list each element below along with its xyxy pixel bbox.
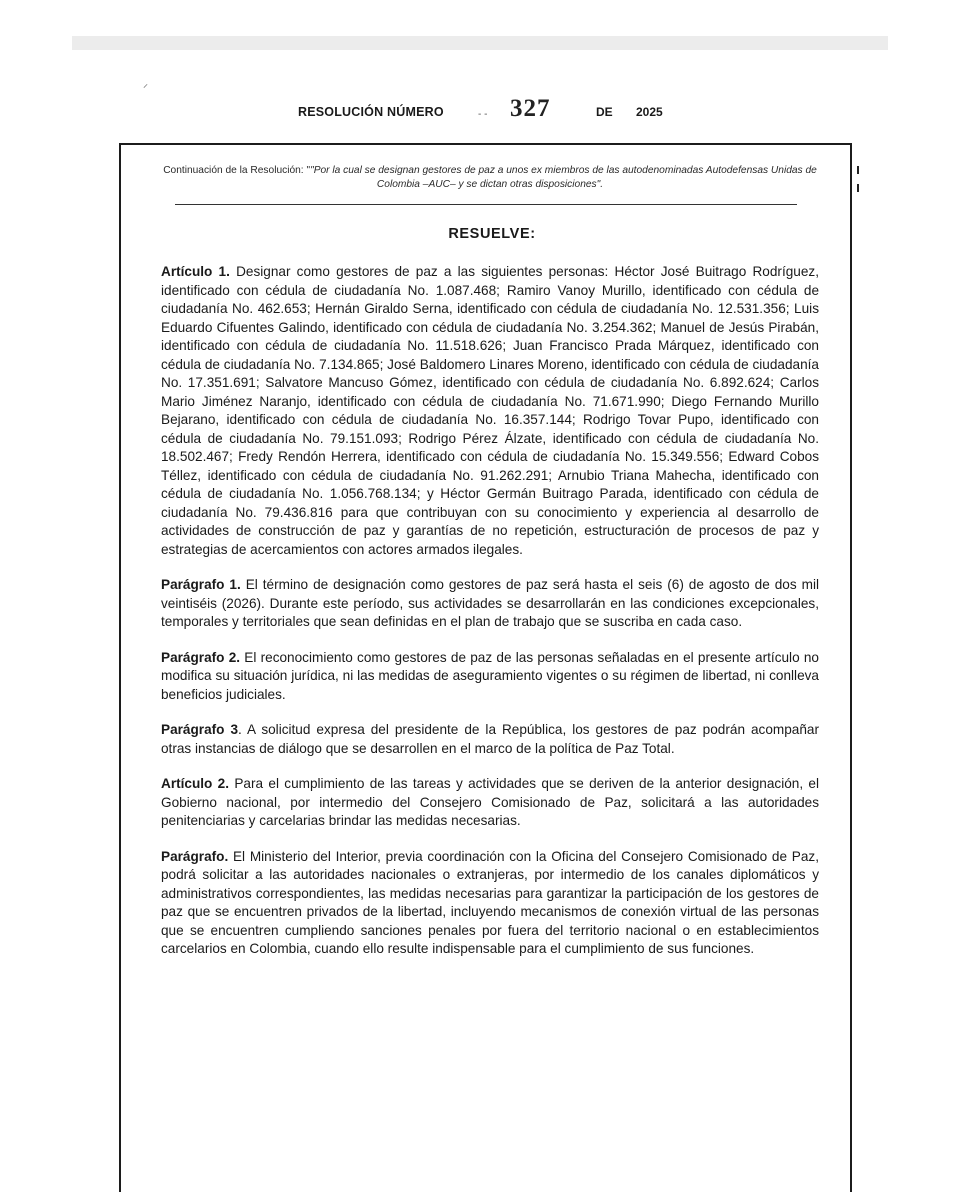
resuelve-heading: RESUELVE: bbox=[448, 226, 536, 242]
resolution-body bbox=[161, 263, 819, 976]
paragrafo-2 bbox=[161, 649, 819, 705]
continuation-prefix: Continuación de la Resolución: " bbox=[163, 165, 311, 176]
resolution-label: RESOLUCIÓN NÚMERO bbox=[298, 105, 444, 119]
section-text: El término de designación como gestores de paz será hasta el seis (6) de agosto de dos mil veintiséis (2026). Durante este período, sus actividades se desarrollarán en las condiciones excepcionales, temporales y territoriales que sean definidas en el plan de trabajo que se suscriba en cada caso. bbox=[161, 577, 819, 629]
section-text: Designar como gestores de paz a las siguientes personas: Héctor José Buitrago Rodríguez, identificado con cédula de ciudadanía No. 1.087.468; Ramiro Vanoy Murillo, identificado con cédula de ciudadanía No. 462.653; Hernán Giraldo Serna, identificado con cédula de ciudadanía No. 12.531.356; Luis Eduardo Cifuentes Galindo, identificado con cédula de ciudadanía No. 3.254.362; Manuel de Jesús Pirabán, identificado con cédula de ciudadanía No. 11.518.626; Juan Francisco Prada Márquez, identificado con cédula de ciudadanía No. 7.134.865; José Baldomero Linares Moreno, identificado con cédula de ciudadanía No. 17.351.691; Salvatore Mancuso Gómez, identificado con cédula de ciudadanía No. 6.892.624; Carlos Mario Jiménez Naranjo, identificado con cédula de ciudadanía No. 71.671.990; Diego Fernando Murillo Bejarano, identificado con cédula de ciudadanía No. 16.357.144; Rodrigo Tovar Pupo, identificado con cédula de ciudadanía No. 79.151.093; Rodrigo Pérez Álzate, identificado con cédula de ciudadanía No. 18.502.467; Fredy Rendón Herrera, identificado con cédula de ciudadanía No. 15.349.556; Edward Cobos Téllez, identificado con cédula de ciudadanía No. 91.262.291; Arnubio Triana Mahecha, identificado con cédula de ciudadanía No. 1.056.768.134; y Héctor Germán Buitrago Parada, identificado con cédula de ciudadanía No. 79.436.816 para que contribuyan con su conocimiento y experiencia al desarrollo de actividades de construcción de paz y garantías de no repetición, estructuración de procesos de paz y estrategias de acercamientos con actores armados ilegales. bbox=[161, 264, 819, 557]
date-connector: DE bbox=[596, 105, 613, 119]
paragrafo-3 bbox=[161, 721, 819, 758]
articulo-1 bbox=[161, 263, 819, 559]
frame-tick bbox=[857, 184, 859, 192]
paragrafo-articulo-2 bbox=[161, 848, 819, 959]
scan-top-strip bbox=[72, 36, 888, 50]
section-text: El reconocimiento como gestores de paz de las personas señaladas en el presente artículo no modifica su situación jurídica, ni las medidas de aseguramiento vigentes o su régimen de libertad, ni conlleva beneficios judiciales. bbox=[161, 649, 819, 702]
section-text: Para el cumplimiento de las tareas y actividades que se deriven de la anterior designación, el Gobierno nacional, por intermedio del Consejero Comisionado de Paz, solicitará a las autoridades penitenciarias y carcelarias brindar las medidas necesarias. bbox=[161, 776, 820, 828]
section-heading: Parágrafo 2. bbox=[161, 649, 241, 665]
resolution-header bbox=[0, 97, 960, 131]
section-text: . A solicitud expresa del presidente de la República, los gestores de paz podrán acompañar otras instancias de diálogo que se desarrollen en el marco de la política de Paz Total. bbox=[161, 722, 819, 756]
header-rule bbox=[175, 204, 797, 205]
resolution-number: 327 bbox=[510, 95, 551, 122]
resolution-year: 2025 bbox=[636, 105, 663, 119]
section-text: El Ministerio del Interior, previa coordinación con la Oficina del Consejero Comisionado de Paz, podrá solicitar a las autoridades nacionales o extranjeras, por intermedio de los canales diplomáticos y administrativos correspondientes, las medidas necesarias para garantizar la participación de los gestores de paz que se encuentren privados de la libertad, incluyendo mecanismos de conexión virtual de las personas que se encuentren cumpliendo sanciones penales por fuera del territorio nacional o en establecimientos carcelarios en Colombia, cuando ello resulte indispensable para el cumplimiento de sus funciones. bbox=[161, 848, 819, 956]
paragrafo-1 bbox=[161, 576, 819, 632]
stray-mark: ⸝ bbox=[143, 79, 148, 90]
section-heading: Artículo 1. bbox=[161, 264, 230, 279]
section-heading: Artículo 2. bbox=[161, 776, 230, 791]
continuation-title: "Por la cual se designan gestores de paz a unos ex miembros de las autodenominadas Autodefensas Unidas de Colombia –AUC– y se dictan otras disposiciones". bbox=[310, 165, 817, 190]
number-dashes: - - bbox=[478, 109, 488, 120]
frame-tick bbox=[857, 166, 859, 174]
section-heading: Parágrafo 3 bbox=[161, 722, 239, 737]
continuation-note bbox=[160, 164, 820, 192]
articulo-2 bbox=[161, 775, 819, 831]
section-heading: Parágrafo 1. bbox=[161, 577, 241, 592]
section-heading: Parágrafo. bbox=[161, 848, 229, 864]
